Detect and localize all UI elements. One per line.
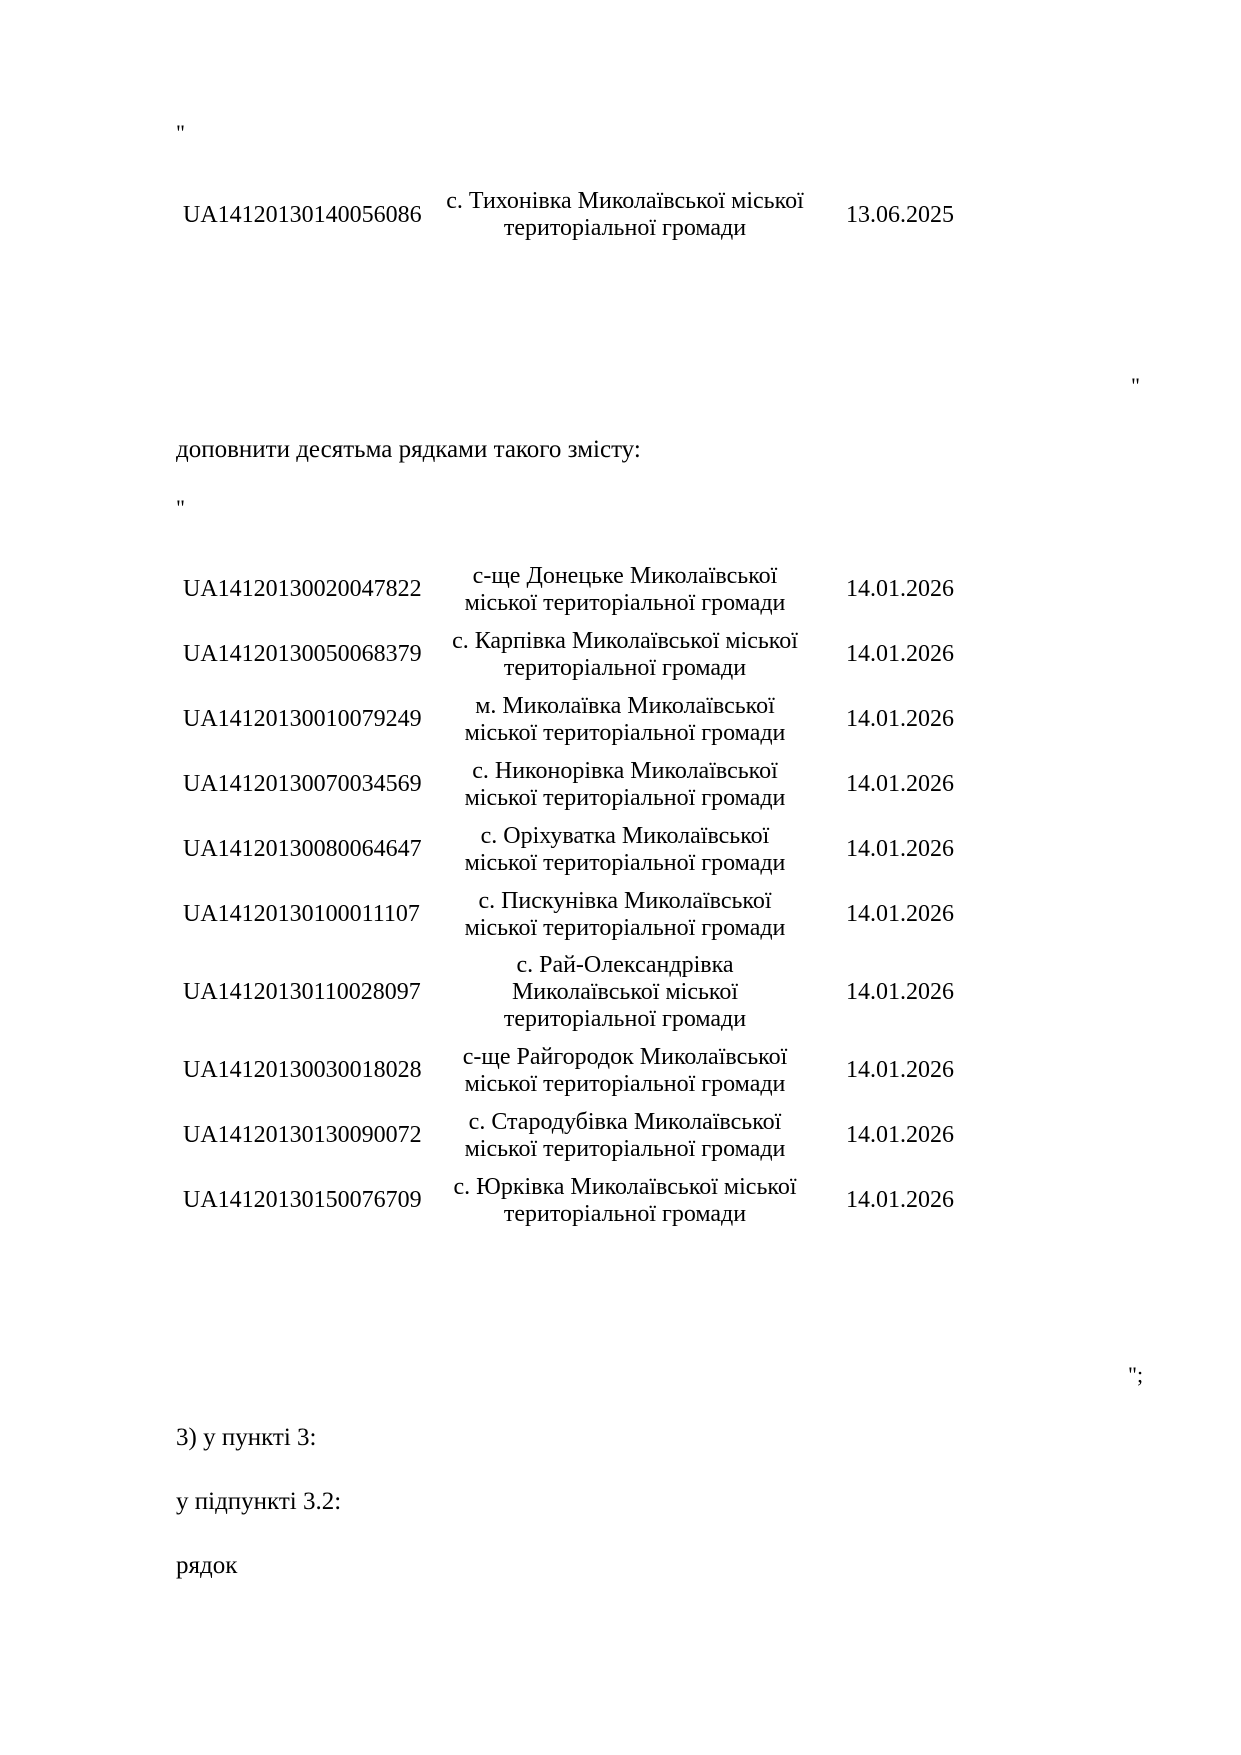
name-cell: с-ще Райгородок Миколаївської міської територіальної громади bbox=[462, 1043, 788, 1097]
subpoint-heading: у підпункті 3.2: bbox=[176, 1488, 342, 1515]
name-cell: с. Тихонівка Миколаївської міської територіальної громади bbox=[446, 188, 804, 241]
closing-quote: "; bbox=[1128, 1362, 1144, 1387]
name-cell: м. Миколаївка Миколаївської міської територіальної громади bbox=[464, 692, 786, 746]
table-row bbox=[176, 186, 995, 244]
table-row bbox=[176, 947, 995, 1038]
opening-quote: " bbox=[176, 120, 185, 145]
code-cell: UA14120130080064647 bbox=[183, 836, 422, 862]
date-cell: 14.01.2026 bbox=[846, 901, 954, 927]
code-cell: UA14120130100011107 bbox=[183, 901, 420, 927]
date-cell: 14.01.2026 bbox=[846, 706, 954, 732]
code-cell: UA14120130130090072 bbox=[183, 1122, 422, 1148]
code-cell: UA14120130150076709 bbox=[183, 1187, 422, 1213]
opening-quote: " bbox=[176, 495, 185, 520]
date-cell: 14.01.2026 bbox=[846, 1122, 954, 1148]
name-cell: с. Стародубівка Миколаївської міської територіальної громади bbox=[464, 1108, 786, 1162]
name-cell: с. Никонорівка Миколаївської міської територіальної громади bbox=[464, 757, 786, 811]
code-cell: UA14120130010079249 bbox=[183, 706, 422, 732]
date-cell: 14.01.2026 bbox=[846, 641, 954, 667]
second-table bbox=[176, 557, 995, 1233]
name-cell: с. Оріхуватка Миколаївської міської територіальної громади bbox=[464, 822, 786, 876]
date-cell: 14.01.2026 bbox=[846, 979, 954, 1005]
date-cell: 14.01.2026 bbox=[846, 1057, 954, 1083]
name-cell: с. Пискунівка Миколаївської міської територіальної громади bbox=[464, 887, 786, 941]
name-cell: с. Рай-Олександрівка Миколаївської міської територіальної громади bbox=[503, 952, 747, 1032]
table-row bbox=[176, 882, 995, 947]
table-row bbox=[176, 1168, 995, 1233]
table-row bbox=[176, 1038, 995, 1103]
row-word: рядок bbox=[176, 1552, 238, 1579]
table-row bbox=[176, 1103, 995, 1168]
date-cell: 14.01.2026 bbox=[846, 771, 954, 797]
name-cell: с. Юрківка Миколаївської міської територіальної громади bbox=[453, 1173, 797, 1227]
instruction-text: доповнити десятьма рядками такого змісту: bbox=[176, 436, 641, 463]
name-cell: с-ще Донецьке Миколаївської міської територіальної громади bbox=[464, 562, 786, 616]
table-row bbox=[176, 557, 995, 622]
first-table bbox=[176, 186, 995, 244]
code-cell: UA14120130110028097 bbox=[183, 979, 421, 1005]
code-cell: UA14120130050068379 bbox=[183, 641, 422, 667]
table-row bbox=[176, 817, 995, 882]
code-cell: UA14120130030018028 bbox=[183, 1057, 422, 1083]
date-cell: 13.06.2025 bbox=[846, 201, 954, 228]
name-cell: с. Карпівка Миколаївської міської територіальної громади bbox=[452, 627, 798, 681]
code-cell: UA14120130070034569 bbox=[183, 771, 422, 797]
table-row bbox=[176, 687, 995, 752]
table-row bbox=[176, 752, 995, 817]
date-cell: 14.01.2026 bbox=[846, 836, 954, 862]
code-cell: UA14120130140056086 bbox=[183, 201, 422, 228]
point-3-heading: 3) у пункті 3: bbox=[176, 1424, 317, 1451]
closing-quote: " bbox=[1131, 373, 1140, 398]
code-cell: UA14120130020047822 bbox=[183, 576, 422, 602]
date-cell: 14.01.2026 bbox=[846, 576, 954, 602]
date-cell: 14.01.2026 bbox=[846, 1187, 954, 1213]
table-row bbox=[176, 622, 995, 687]
